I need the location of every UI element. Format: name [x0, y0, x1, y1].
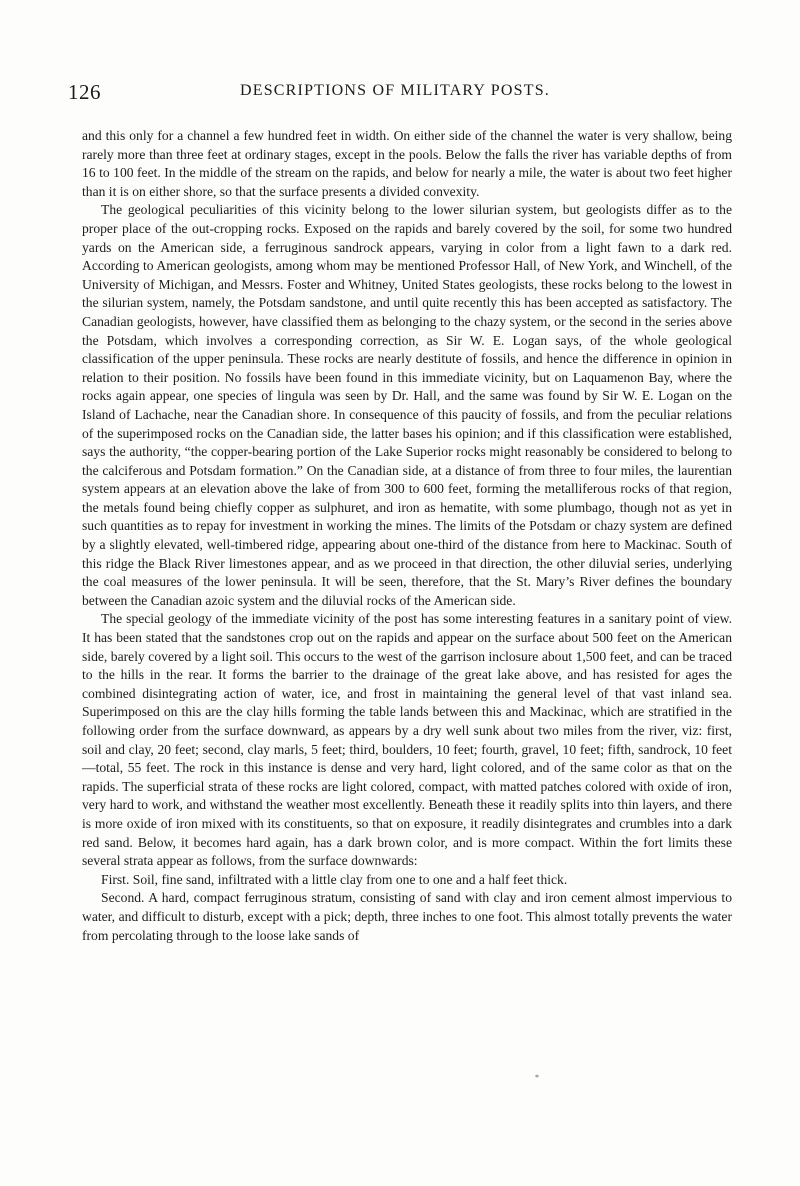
paragraph: The geological peculiarities of this vicinity belong to the lower silurian system, but geologists differ as to the proper place of the out-cropping rocks. Exposed on the rapids and barely covered by the soil, for some two hundred yards on the American side, a ferruginous sandrock appears, varying in color from a light fawn to a dark red. According to American geologists, among whom may be mentioned Professor Hall, of New York, and Winchell, of the University of Michigan, and Messrs. Foster and Whitney, United States geologists, these rocks belong to the lowest in the silurian system, namely, the Potsdam sandstone, and until quite recently this has been accepted as satisfactory. The Canadian geologists, however, have classified them as belonging to the chazy system, or the second in the series above the Potsdam, which involves a corresponding correction, as Sir W. E. Logan says, of the whole geological classification of the upper peninsula. These rocks are nearly destitute of fossils, and hence the difference in opinion in relation to their position. No fossils have been found in this immediate vicinity, but on Laquamenon Bay, where the rocks again appear, one species of lingula was seen by Dr. Hall, and the same was found by Sir W. E. Logan on the Island of Lachache, near the Canadian shore. In consequence of this paucity of fossils, and from the peculiar relations of the superimposed rocks on the Canadian side, the latter bases his opinion; and if this classification were established, says the authority, “the copper-bearing portion of the Lake Superior rocks might reasonably be considered to belong to the calciferous and Potsdam formation.” On the Canadian side, at a distance of from three to four miles, the laurentian system appears at an elevation above the lake of from 300 to 600 feet, forming the metalliferous rocks of that region, the metals found being chiefly copper as sulphuret, and iron as hematite, with some plumbago, though not as yet in such quantities as to repay for investment in working the mines. The limits of the Potsdam or chazy system are defined by a slightly elevated, well-timbered ridge, appearing about one-third of the distance from here to Mackinac. South of this ridge the Black River limestones appear, and as we proceed in that direction, the other diluvial series, underlying the coal measures of the lower peninsula. It will be seen, therefore, that the St. Mary’s River defines the boundary between the Canadian azoic system and the diluvial rocks of the American side.: [82, 202, 732, 608]
paragraph: First. Soil, fine sand, infiltrated with a little clay from one to one and a half feet thick.: [101, 871, 568, 887]
paragraph: Second. A hard, compact ferruginous stratum, consisting of sand with clay and iron cement almost impervious to water, and difficult to disturb, except with a pick; depth, three inches to one foot. This almost totally prevents the water from percolating through to the loose lake sands of: [82, 890, 732, 943]
body-text: [82, 127, 732, 945]
paragraph: The special geology of the immediate vicinity of the post has some interesting features in a sanitary point of view. It has been stated that the sandstones crop out on the rapids and appear on the surface about 500 feet on the American side, barely covered by a light soil. This occurs to the west of the garrison inclosure about 1,500 feet, and can be traced to the hills in the rear. It forms the barrier to the drainage of the great lake above, and has resisted for ages the combined disintegrating action of water, ice, and frost in maintaining the general level of that vast inland sea. Superimposed on this are the clay hills forming the table lands between this and Mackinac, which are stratified in the following order from the surface downward, as appears by a dry well sunk about two miles from the river, viz: first, soil and clay, 20 feet; second, clay marls, 5 feet; third, boulders, 10 feet; fourth, gravel, 10 feet; fifth, sandrock, 10 feet—total, 55 feet. The rock in this instance is dense and very hard, light colored, and of the same color as that on the rapids. The superficial strata of these rocks are light colored, compact, with matted patches colored with oxide of iron, very hard to work, and withstand the weather most excellently. Beneath these it readily splits into thin layers, and there is more oxide of iron mixed with its constituents, so that on exposure, it readily disintegrates and crumbles into a dark red sand. Below, it becomes hard again, has a dark brown color, and is more compact. Within the fort limits these several strata appear as follows, from the surface downwards:: [82, 611, 732, 869]
page-number: 126: [68, 80, 101, 104]
running-title: DESCRIPTIONS OF MILITARY POSTS.: [239, 82, 551, 99]
paragraph: and this only for a channel a few hundred feet in width. On either side of the channel the water is very shallow, being rarely more than three feet at ordinary stages, except in the pools. Below the falls the river has variable depths of from 16 to 100 feet. In the middle of the stream on the rapids, and below for nearly a mile, the water is about two feet higher than it is on either shore, so that the surface presents a divided convexity.: [82, 128, 732, 199]
page-header: [68, 80, 722, 110]
signature-mark: *: [535, 1073, 539, 1082]
